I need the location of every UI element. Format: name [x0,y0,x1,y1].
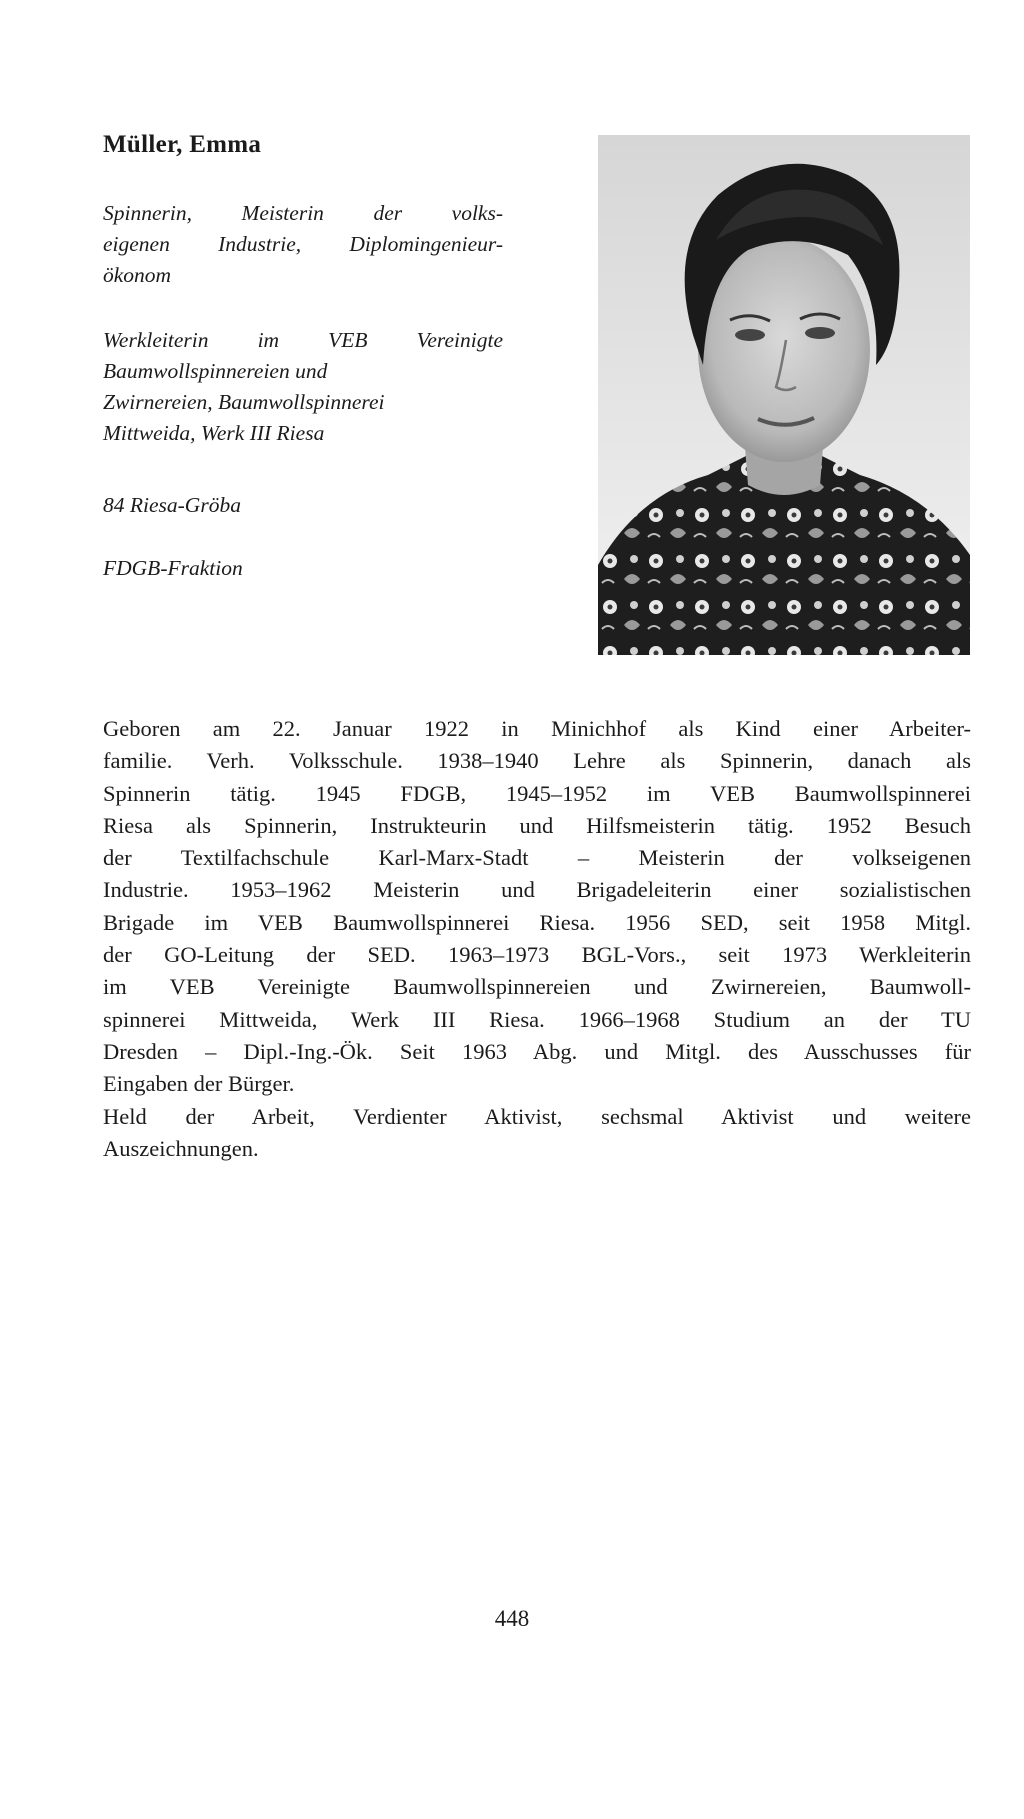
biography-line: Eingaben der Bürger. [103,1071,295,1097]
biography-line: familie. Verh. Volksschule. 1938–1940 Lehre als Spinnerin, danach als [103,748,971,774]
biography-line: Geboren am 22. Januar 1922 in Minichhof als Kind einer Arbeiter- [103,716,971,741]
entry-name: Müller, Emma [103,131,262,158]
portrait-photo-icon [598,135,970,655]
biography-line: der Textilfachschule Karl-Marx-Stadt – Meisterin der volkseigenen [103,845,971,871]
biography-line: Dresden – Dipl.-Ing.-Ök. Seit 1963 Abg. und Mitgl. des Ausschusses für [103,1038,971,1064]
position-line: Baumwollspinnereien und [103,359,328,383]
biography-line: Held der Arbeit, Verdienter Aktivist, sechsmal Aktivist und weitere [103,1103,971,1129]
biography-line: spinnerei Mittweida, Werk III Riesa. 1966–1968 Studium an der TU [103,1006,971,1032]
biography-line: Spinnerin tätig. 1945 FDGB, 1945–1952 im VEB Baumwollspinnerei [103,780,971,806]
biography-line: Auszeichnungen. [103,1135,259,1161]
constituency: 84 Riesa-Gröba [103,493,241,517]
page-number: 448 [494,1606,530,1631]
biography-line: Riesa als Spinnerin, Instrukteurin und Hilfsmeisterin tätig. 1952 Besuch [103,812,971,838]
position-line: Werkleiterin im VEB Vereinigte [103,328,503,352]
biography-line: im VEB Vereinigte Baumwollspinnereien und Zwirnereien, Baumwoll- [103,974,971,1000]
biography [103,713,971,1165]
position-line: Mittweida, Werk III Riesa [103,421,325,445]
biography-line: Industrie. 1953–1962 Meisterin und Brigadeleiterin einer sozialistischen [103,877,971,903]
biography-line: Brigade im VEB Baumwollspinnerei Riesa. 1956 SED, seit 1958 Mitgl. [103,909,971,935]
faction: FDGB-Fraktion [103,556,243,580]
occupation-line: Spinnerin, Meisterin der volks- [103,201,503,225]
biography-line: der GO-Leitung der SED. 1963–1973 BGL-Vors., seit 1973 Werkleiterin [103,942,971,968]
occupation-line: eigenen Industrie, Diplomingenieur- [103,232,503,256]
occupation-line: ökonom [103,263,172,287]
occupation [103,198,503,291]
position-line: Zwirnereien, Baumwollspinnerei [103,390,385,414]
portrait-photo [598,135,970,655]
position [103,325,503,449]
